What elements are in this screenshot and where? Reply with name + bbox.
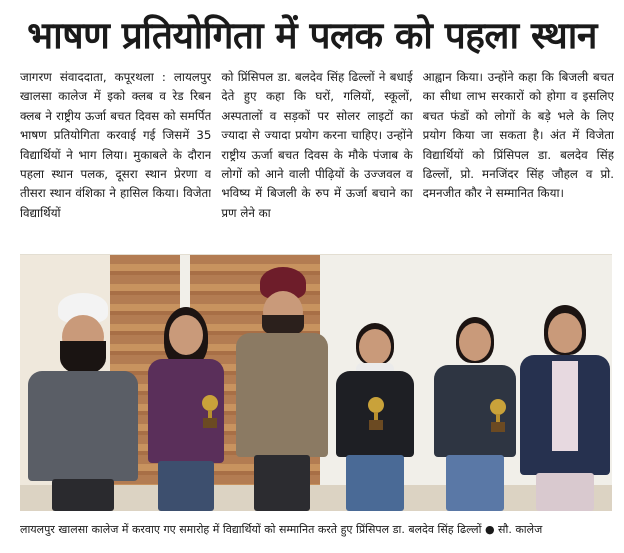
news-photo [20,254,612,511]
article-column-3: आह्वान किया। उन्होंने कहा कि बिजली बचत का सीधा लाभ सरकारों को होगा व इसलिए बचत फंडों को लोगों के बड़े भले के लिए प्रयोग किया जा सकता है। अंत में विजेता विद्यार्थियों को प्रिंसिपल डा. बलदेव सिंह ढिल्लों, प्रो. मनजिंदर सिंह जौहल व प्रो. दमनजीत कौर ने सम्मानित किया। [422,70,614,201]
article-column-1: जागरण संवाददाता, कपूरथला : लायलपुर खालसा कालेज में इको क्लब व रेड रिबन क्लब ने राष्ट्रीय ऊर्जा बचत दिवस को समर्पित भाषण प्रतियोगिता करवाई गई जिसमें 35 विद्यार्थियों ने भाग लिया। मुकाबले के दौरान पहला स्थान पलक, दूसरा स्थान प्रेरणा व तीसरा स्थान वंशिका ने हासिल किया। विजेता विद्यार्थियों [20,70,212,220]
article-body [20,68,614,244]
person-6 [518,305,612,511]
article-column-2: को प्रिंसिपल डा. बलदेव सिंह ढिल्लों ने बधाई देते हुए कहा कि घरों, गलियों, स्कूलों, अस्पतालों व सड़कों पर सोलर लाइटों का ज्यादा से ज्यादा प्रयोग करना चाहिए। उन्होंने राष्ट्रीय ऊर्जा बचत दिवस के मौके पंजाब के लोगों को आने वाली पीढ़ियों के उज्जवल व भविष्य में बिजली के रुप में ऊर्जा बचाने का प्रण लेने का [221,70,413,220]
person-1 [28,293,138,511]
person-3 [232,267,332,511]
scarf [552,361,578,451]
trophy-icon [200,393,220,429]
trophy-icon [488,397,508,433]
trophy-icon [366,395,386,431]
headline: भाषण प्रतियोगिता में पलक को पहला स्थान [27,13,597,57]
person-4 [332,323,418,511]
person-5 [430,317,520,511]
person-2 [144,307,228,511]
photo-caption: लायलपुर खालसा कालेज में करवाए गए समारोह में विद्यार्थियों को सम्मानित करते हुए प्रिंसिपल डा. बलदेव सिंह ढिल्लों ● सौ. कालेज [20,522,543,536]
beard [60,341,106,375]
